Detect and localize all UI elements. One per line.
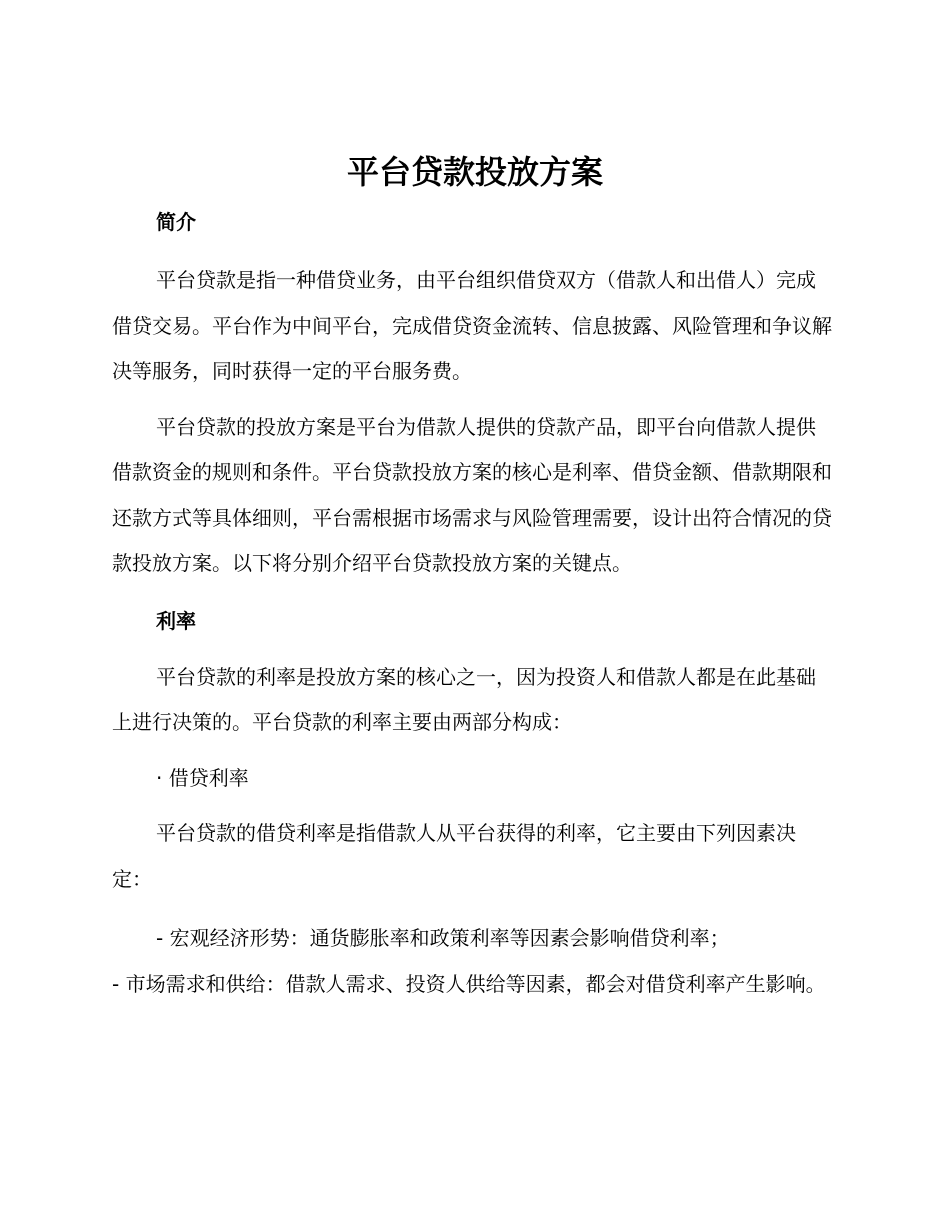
bullet-lending-rate: · 借贷利率 [156, 765, 249, 790]
document-title: 平台贷款投放方案 [346, 153, 603, 191]
paragraph-rate-1: 平台贷款的利率是投放方案的核心之一，因为投资人和借款人都是在此基础上进行决策的。平台贷款的利率主要由两部分构成： [112, 664, 816, 734]
paragraph-intro-2: 平台贷款的投放方案是平台为借款人提供的贷款产品，即平台向借款人提供借款资金的规则和条件。平台贷款投放方案的核心是利率、借贷金额、借款期限和还款方式等具体细则，平台需根据市场需求与风险管理需要，设计出符合情况的贷款投放方案。以下将分别介绍平台贷款投放方案的关键点。 [112, 414, 832, 575]
paragraph-rate-2: 平台贷款的借贷利率是指借款人从平台获得的利率，它主要由下列因素决定： [112, 821, 796, 891]
list-item-market-supply-demand: - 市场需求和供给：借款人需求、投资人供给等因素，都会对借贷利率产生影响。 [112, 971, 826, 996]
paragraph-intro-1: 平台贷款是指一种借贷业务，由平台组织借贷双方（借款人和出借人）完成借贷交易。平台作为中间平台，完成借贷资金流转、信息披露、风险管理和争议解决等服务，同时获得一定的平台服务费。 [112, 268, 832, 383]
list-item-macro-economy: - 宏观经济形势：通货膨胀率和政策利率等因素会影响借贷利率； [156, 926, 730, 950]
section-heading-rate: 利率 [156, 608, 196, 633]
section-heading-intro: 简介 [156, 210, 196, 234]
document-body [112, 200, 832, 1007]
